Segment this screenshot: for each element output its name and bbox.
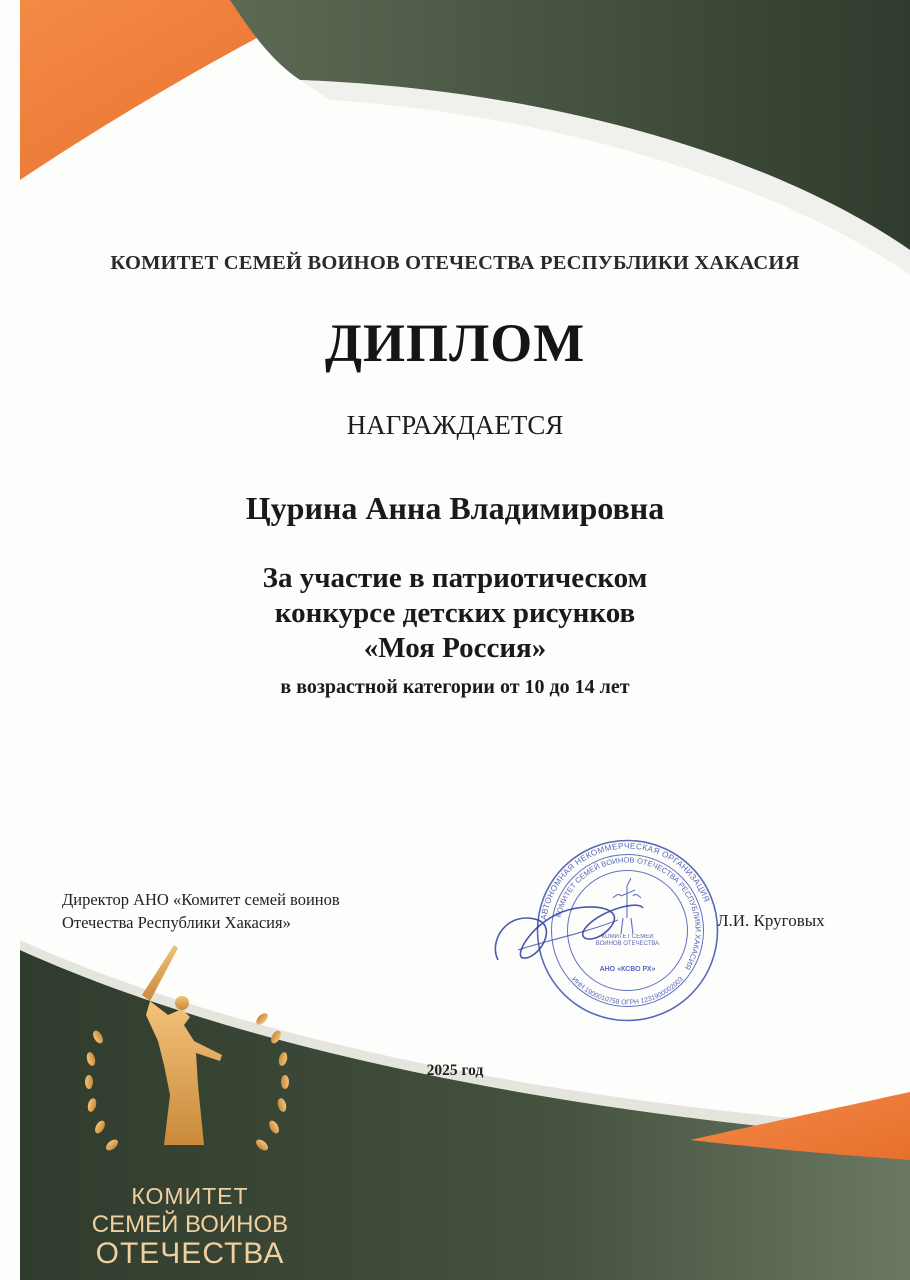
stamp-bottom-text: ИНН 1900010758 ОГРН 1231900002003 [570, 975, 685, 1007]
logo-text-line-2: СЕМЕЙ ВОИНОВ [91, 1211, 289, 1238]
stamp-center-text: КОМИТЕТ СЕМЕЙ ВОИНОВ ОТЕЧЕСТВА [595, 934, 660, 947]
reason-line-2: конкурсе детских рисунков [274, 597, 636, 629]
stamp-abbr: АНО «КСВО РХ» [599, 966, 656, 973]
diploma-title: ДИПЛОМ [324, 313, 586, 373]
svg-text:ИНН 1900010758 ОГРН 1231900002 [570, 976, 685, 1007]
award-year: 2025 год [426, 1062, 484, 1079]
contest-name: «Моя Россия» [363, 632, 547, 664]
age-category: в возрастной категории от 10 до 14 лет [280, 676, 630, 698]
signer-name: Л.И. Круговых [717, 911, 825, 930]
signer-role [62, 888, 422, 934]
organization-name: КОМИТЕТ СЕМЕЙ ВОИНОВ ОТЕЧЕСТВА РЕСПУБЛИКИ ХАКАСИЯ [110, 252, 800, 274]
statue-figure-icon [142, 945, 222, 1145]
logo-text-line-1: КОМИТЕТ [131, 1183, 249, 1209]
award-reason [0, 561, 910, 666]
motherland-statue-logo [72, 945, 302, 1170]
handwritten-signature [478, 880, 648, 980]
reason-line-1: За участие в патриотическом [262, 562, 648, 594]
logo-text-line-3: ОТЕЧЕСТВА [95, 1237, 285, 1270]
signer-role-line-1: Директор АНО «Комитет семей воинов [62, 890, 340, 909]
awarded-label: НАГРАЖДАЕТСЯ [346, 410, 564, 440]
signer-role-line-2: Отечества Республики Хакасия» [62, 913, 291, 932]
stamp-outer-text: АВТОНОМНАЯ НЕКОММЕРЧЕСКАЯ ОРГАНИЗАЦИЯ [539, 841, 712, 921]
recipient-name: Цурина Анна Владимировна [245, 490, 665, 526]
stamp-inner-text: КОМИТЕТ СЕМЕЙ ВОИНОВ ОТЕЧЕСТВА РЕСПУБЛИКИ ХАКАСИЯ [553, 855, 703, 972]
